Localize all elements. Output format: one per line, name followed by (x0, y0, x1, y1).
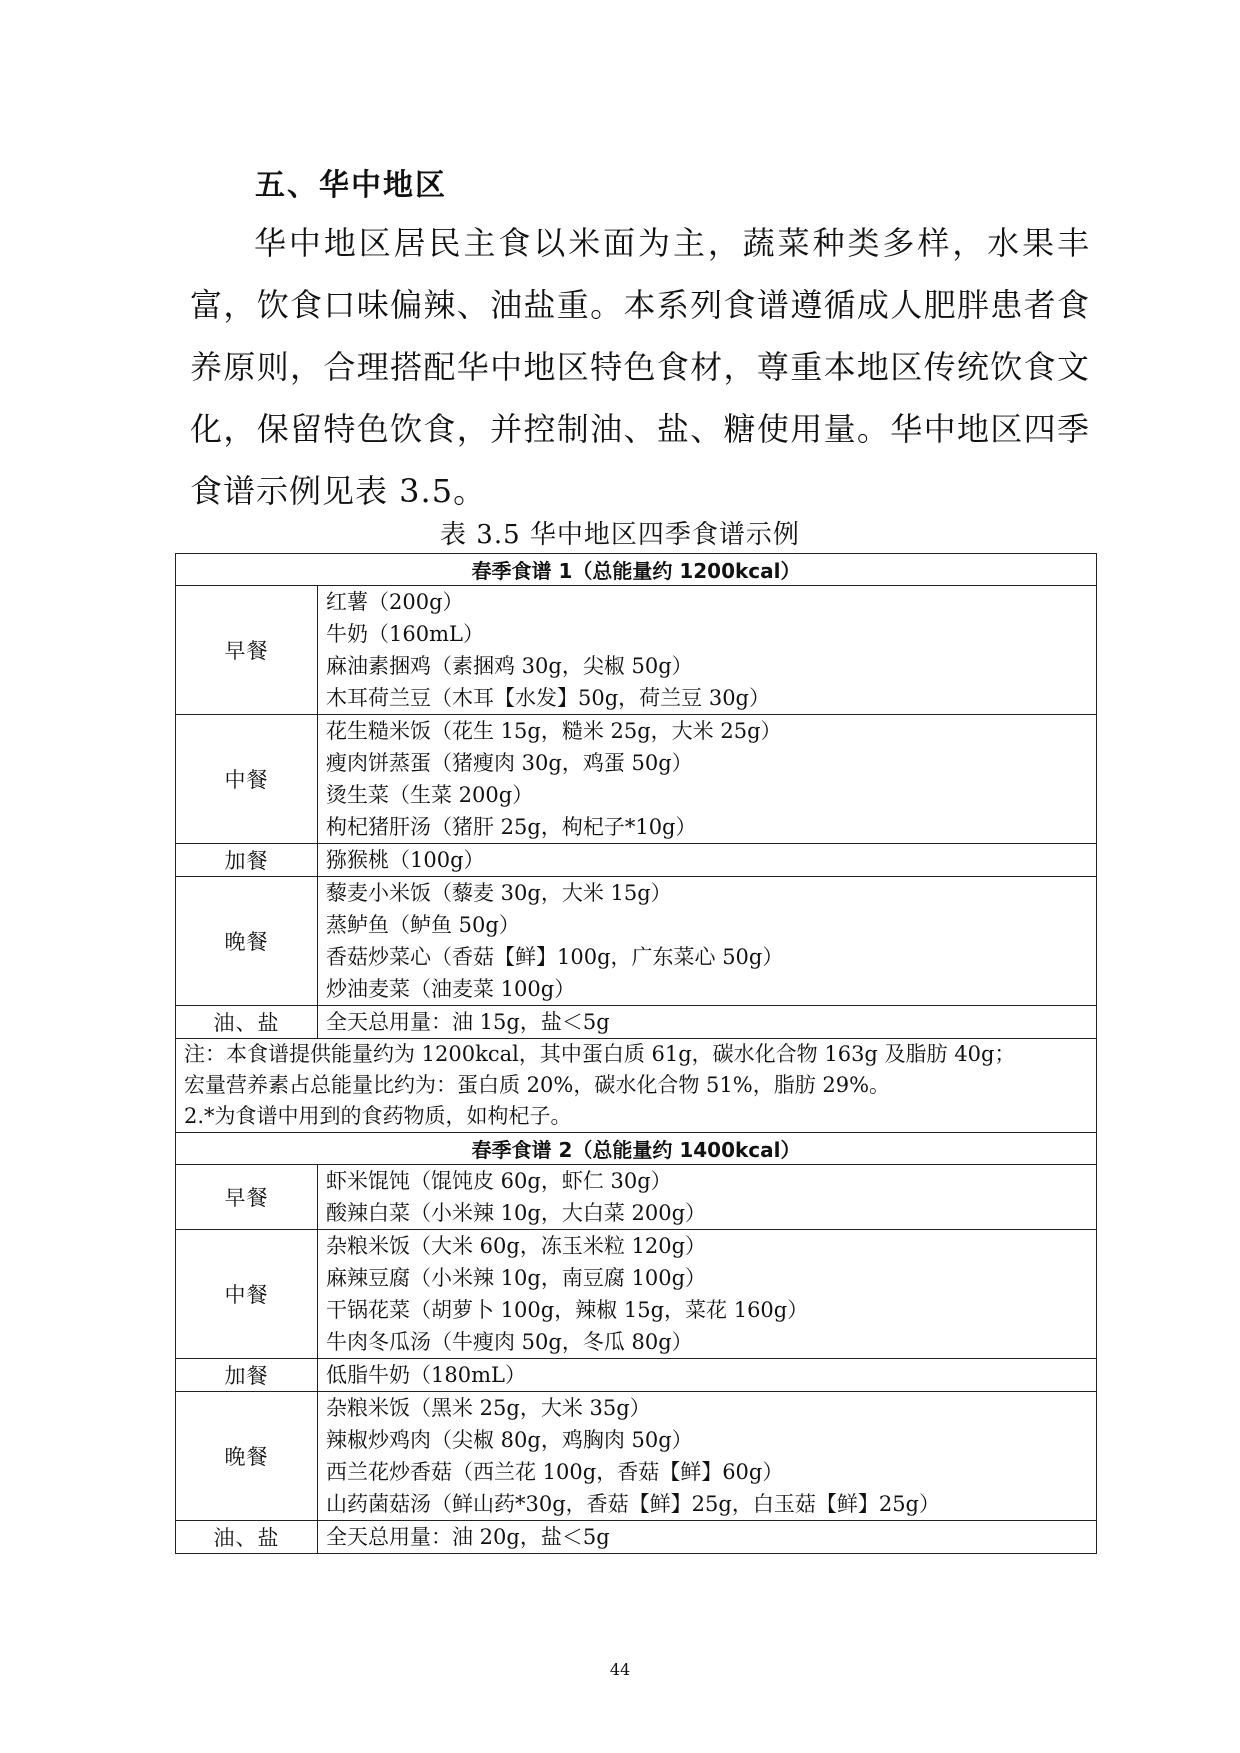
meal-label: 晚餐 (176, 1392, 318, 1521)
recipe2-header: 春季食谱 2（总能量约 1400kcal） (176, 1133, 1097, 1165)
food-item: 牛肉冬瓜汤（牛瘦肉 50g，冬瓜 80g） (326, 1330, 693, 1354)
meal-label: 油、盐 (176, 1006, 318, 1039)
food-item: 蒸鲈鱼（鲈鱼 50g） (326, 913, 520, 937)
meal-items (318, 844, 1097, 877)
food-item: 藜麦小米饭（藜麦 30g，大米 15g） (326, 881, 672, 905)
meal-items (318, 1392, 1097, 1521)
meal-items (318, 1006, 1097, 1039)
food-item: 烫生菜（生菜 200g） (326, 783, 534, 807)
recipe-table (175, 553, 1097, 1554)
recipe1-lunch-row (176, 715, 1097, 844)
recipe2-dinner-row (176, 1392, 1097, 1521)
recipe1-oil_salt-row (176, 1006, 1097, 1039)
food-item: 山药菌菇汤（鲜山药*30g，香菇【鲜】25g，白玉菇【鲜】25g） (326, 1492, 940, 1516)
food-item: 麻辣豆腐（小米辣 10g，南豆腐 100g） (326, 1266, 707, 1290)
food-item: 杂粮米饭（大米 60g，冻玉米粒 120g） (326, 1234, 707, 1258)
food-item: 酸辣白菜（小米辣 10g，大白菜 200g） (326, 1201, 707, 1225)
meal-items (318, 1359, 1097, 1392)
section-title: 五、华中地区 (255, 168, 447, 203)
food-item: 西兰花炒香菇（西兰花 100g，香菇【鲜】60g） (326, 1460, 784, 1484)
recipe1-snack-row (176, 844, 1097, 877)
note-line: 注：本食谱提供能量约为 1200kcal，其中蛋白质 61g，碳水化合物 163g 及脂肪 40g； (184, 1042, 1016, 1066)
meal-label: 油、盐 (176, 1521, 318, 1554)
meal-items (318, 586, 1097, 715)
recipe2-breakfast-row (176, 1165, 1097, 1230)
food-item: 牛奶（160mL） (326, 622, 484, 646)
food-item: 木耳荷兰豆（木耳【水发】50g，荷兰豆 30g） (326, 686, 771, 710)
food-item: 红薯（200g） (326, 590, 464, 614)
recipe2-header-row (176, 1133, 1097, 1165)
food-item: 麻油素捆鸡（素捆鸡 30g，尖椒 50g） (326, 654, 693, 678)
meal-label: 中餐 (176, 1230, 318, 1359)
meal-items (318, 1521, 1097, 1554)
recipe1-header: 春季食谱 1（总能量约 1200kcal） (176, 554, 1097, 586)
food-item: 香菇炒菜心（香菇【鲜】100g，广东菜心 50g） (326, 945, 784, 969)
food-item: 花生糙米饭（花生 15g，糙米 25g，大米 25g） (326, 719, 782, 743)
intro-paragraph: 华中地区居民主食以米面为主，蔬菜种类多样，水果丰富，饮食口味偏辣、油盐重。本系列食谱遵循成人肥胖患者食养原则，合理搭配华中地区特色食材，尊重本地区传统饮食文化，保留特色饮食，并控制油、盐、糖使用量。华中地区四季食谱示例见表 3.5。 (190, 224, 1090, 510)
note-line: 宏量营养素占总能量比约为：蛋白质 20%，碳水化合物 51%，脂肪 29%。 (184, 1073, 891, 1097)
food-item: 全天总用量：油 20g，盐＜5g (326, 1525, 610, 1549)
food-item: 干锅花菜（胡萝卜 100g，辣椒 15g，菜花 160g） (326, 1298, 809, 1322)
meal-items (318, 715, 1097, 844)
food-item: 杂粮米饭（黑米 25g，大米 35g） (326, 1396, 651, 1420)
food-item: 低脂牛奶（180mL） (326, 1363, 526, 1387)
meal-label: 早餐 (176, 1165, 318, 1230)
page-number: 44 (609, 1660, 631, 1679)
meal-label: 晚餐 (176, 877, 318, 1006)
recipe1-notes-row (176, 1039, 1097, 1133)
note-line: 2.*为食谱中用到的食药物质，如枸杞子。 (184, 1104, 572, 1128)
food-item: 瘦肉饼蒸蛋（猪瘦肉 30g，鸡蛋 50g） (326, 751, 693, 775)
meal-label: 加餐 (176, 1359, 318, 1392)
food-item: 辣椒炒鸡肉（尖椒 80g，鸡胸肉 50g） (326, 1428, 693, 1452)
food-item: 枸杞猪肝汤（猪肝 25g，枸杞子*10g） (326, 815, 697, 839)
food-item: 全天总用量：油 15g，盐＜5g (326, 1010, 610, 1034)
meal-items (318, 1165, 1097, 1230)
table-caption: 表 3.5 华中地区四季食谱示例 (440, 520, 800, 550)
food-item: 炒油麦菜（油麦菜 100g） (326, 977, 576, 1001)
meal-items (318, 1230, 1097, 1359)
recipe-notes (176, 1039, 1097, 1133)
recipe1-header-row (176, 554, 1097, 586)
recipe2-lunch-row (176, 1230, 1097, 1359)
recipe1-dinner-row (176, 877, 1097, 1006)
meal-label: 早餐 (176, 586, 318, 715)
recipe2-oil_salt-row (176, 1521, 1097, 1554)
meal-label: 中餐 (176, 715, 318, 844)
food-item: 猕猴桃（100g） (326, 848, 485, 872)
recipe2-snack-row (176, 1359, 1097, 1392)
recipe1-breakfast-row (176, 586, 1097, 715)
food-item: 虾米馄饨（馄饨皮 60g，虾仁 30g） (326, 1169, 672, 1193)
meal-items (318, 877, 1097, 1006)
meal-label: 加餐 (176, 844, 318, 877)
